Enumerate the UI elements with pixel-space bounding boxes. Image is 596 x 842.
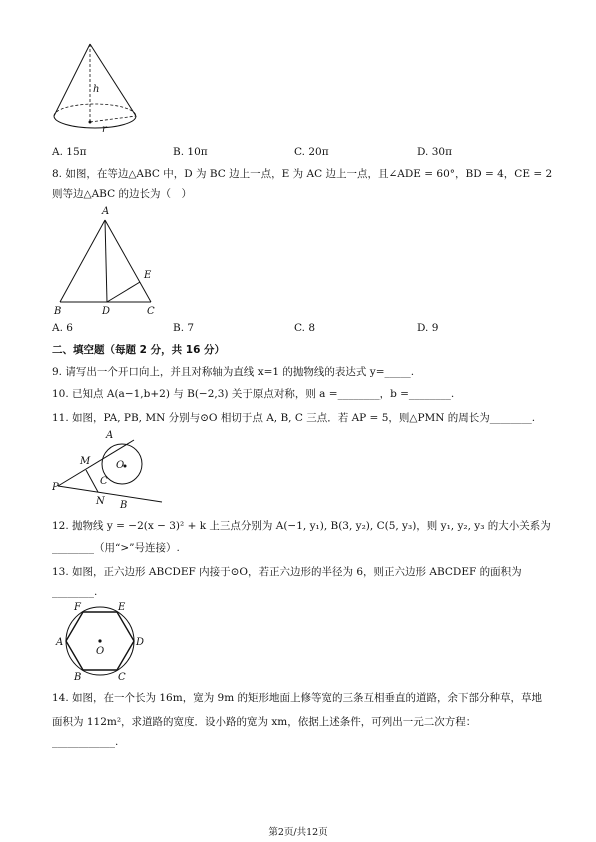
label-f: F (74, 602, 81, 613)
q14-line-2: 面积为 112m²，求道路的宽度．设小路的宽为 xm，依据上述条件，可列出一元二次方程： (52, 716, 477, 728)
q11-text: 11. 如图，PA, PB, MN 分别与⊙O 相切于点 A, B, C 三点．若 AP = 5，则△PMN 的周长为________. (52, 412, 536, 424)
label-c: C (147, 306, 155, 317)
label-o: O (116, 460, 125, 471)
label-a: A (102, 206, 110, 217)
q7-option-a[interactable]: A. 15π (52, 146, 87, 158)
q7-option-c[interactable]: C. 20π (294, 146, 329, 158)
label-c: C (100, 476, 108, 487)
label-h: h (93, 84, 100, 95)
label-b: B (120, 500, 128, 510)
q8-options (52, 322, 552, 336)
q13-line-2: ________. (52, 586, 98, 598)
q13-line-1: 13. 如图，正六边形 ABCDEF 内接于⊙O，若正六边形的半径为 6，则正六边形 ABCDEF 的面积为 (52, 566, 522, 578)
q8-option-d[interactable]: D. 9 (417, 322, 439, 334)
label-p: P (52, 482, 59, 493)
q8-line-1: 8. 如图，在等边△ABC 中，D 为 BC 边上一点，E 为 AC 边上一点，且∠ADE = 60°，BD = 4，CE = 2 (52, 168, 553, 180)
q8-option-c[interactable]: C. 8 (294, 322, 316, 334)
q14-line-3: ____________. (52, 736, 119, 748)
label-e: E (118, 602, 126, 613)
q7-option-d[interactable]: D. 30π (417, 146, 452, 158)
q12-line-2: ________（用“>”号连接）. (52, 542, 180, 554)
q14-line-1: 14. 如图，在一个长为 16m，宽为 9m 的矩形地面上修等宽的三条互相垂直的道路，余下部分种草，草地 (52, 692, 543, 704)
q8-option-a[interactable]: A. 6 (52, 322, 73, 334)
section-title: 二、填空题（每题 2 分，共 16 分） (52, 344, 226, 356)
q12-line-1: 12. 抛物线 y = −2(x − 3)² + k 上三点分别为 A(−1, y₁), B(3, y₂), C(5, y₃)，则 y₁, y₂, y₃ 的大小关系为 (52, 520, 551, 532)
q9-text: 9. 请写出一个开口向上，并且对称轴为直线 x=1 的抛物线的表达式 y=_____. (52, 366, 415, 378)
label-b: B (74, 672, 82, 682)
label-o: O (96, 646, 105, 657)
cone-figure (52, 40, 152, 136)
triangle-figure (52, 204, 164, 318)
q7-option-b[interactable]: B. 10π (173, 146, 208, 158)
label-a: A (106, 430, 114, 441)
label-m: M (80, 456, 91, 467)
label-b: B (54, 306, 62, 317)
q8-option-b[interactable]: B. 7 (173, 322, 195, 334)
tangent-circle-figure (52, 428, 168, 510)
q8-line-2: 则等边△ABC 的边长为（ ） (52, 188, 192, 200)
label-d: D (136, 637, 145, 648)
page-footer: 第2页/共12页 (268, 827, 328, 838)
hexagon-figure (52, 600, 152, 682)
label-c: C (118, 672, 126, 682)
label-a: A (56, 637, 64, 648)
q10-text: 10. 已知点 A(a−1,b+2) 与 B(−2,3) 关于原点对称，则 a =________，b =________. (52, 388, 455, 400)
label-n: N (96, 496, 105, 507)
q7-options (52, 146, 552, 160)
label-r: r (102, 124, 107, 135)
label-e: E (144, 270, 152, 281)
label-d: D (102, 306, 111, 317)
